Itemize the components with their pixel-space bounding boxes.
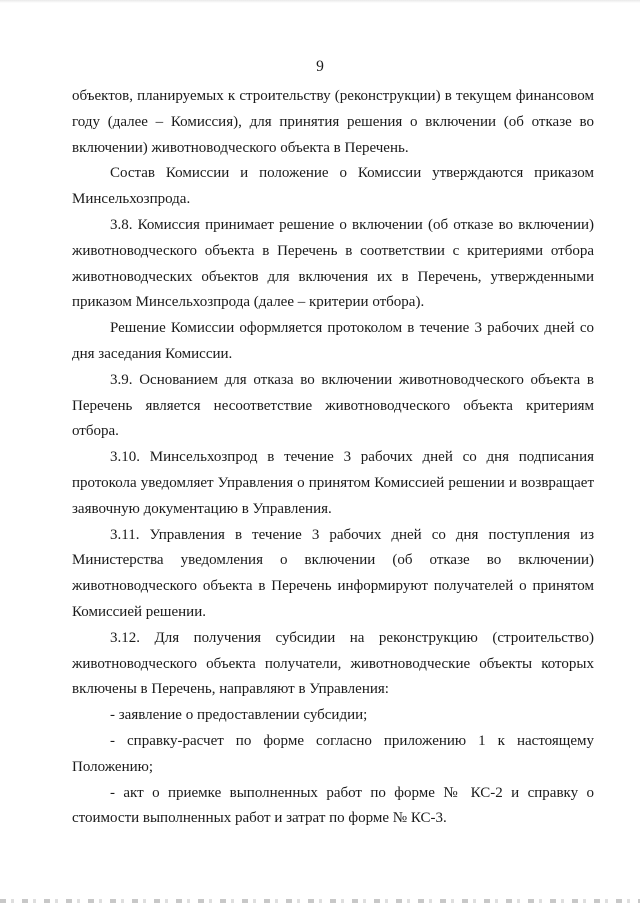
scan-top-shadow bbox=[0, 0, 640, 3]
paragraph-commission-decision: Решение Комиссии оформляется протоколом в течение 3 рабочих дней со дня заседания Комиссии. bbox=[72, 320, 594, 362]
paragraph-3-9: 3.9. Основанием для отказа во включении животноводческого объекта в Перечень является несоответствие животноводческого объекта критериям отбора. bbox=[72, 371, 594, 440]
list-item-application: - заявление о предоставлении субсидии; bbox=[110, 707, 368, 724]
list-item-calculation: - справку-расчет по форме согласно приложению 1 к настоящему Положению; bbox=[72, 732, 594, 775]
paragraph-continuation: объектов, планируемых к строительству (реконструкции) в текущем финансовом году (далее – Комиссия), для принятия решения о включении (об отказе во включении) животноводческого объекта в Перечень. bbox=[72, 88, 594, 156]
document-body bbox=[72, 84, 594, 832]
list-item-acceptance-act: - акт о приемке выполненных работ по форме № КС-2 и справку о стоимости выполненных работ и затрат по форме № КС-3. bbox=[72, 784, 594, 827]
scan-bottom-edge bbox=[0, 899, 640, 903]
page-number: 9 bbox=[316, 58, 324, 75]
paragraph-3-8: 3.8. Комиссия принимает решение о включении (об отказе во включении) животноводческого объекта в Перечень в соответствии с критериями отбора животноводческих объектов для включения их в Перечень, утвержденными приказом Минсельхозпрода (далее – критерии отбора). bbox=[72, 216, 594, 311]
paragraph-3-12: 3.12. Для получения субсидии на реконструкцию (строительство) животноводческого объекта получатели, животноводческие объекты которых включены в Перечень, направляют в Управления: bbox=[72, 629, 594, 698]
paragraph-3-10: 3.10. Минсельхозпрод в течение 3 рабочих дней со дня подписания протокола уведомляет Управления о принятом Комиссией решении и возвращает заявочную документацию в Управления. bbox=[72, 449, 594, 517]
paragraph-3-11: 3.11. Управления в течение 3 рабочих дней со дня поступления из Министерства уведомления о включении (об отказе во включении) животноводческого объекта в Перечень информируют получателей о принятом Комиссией решении. bbox=[72, 526, 594, 620]
paragraph-commission-composition: Состав Комиссии и положение о Комиссии утверждаются приказом Минсельхозпрода. bbox=[72, 165, 594, 208]
